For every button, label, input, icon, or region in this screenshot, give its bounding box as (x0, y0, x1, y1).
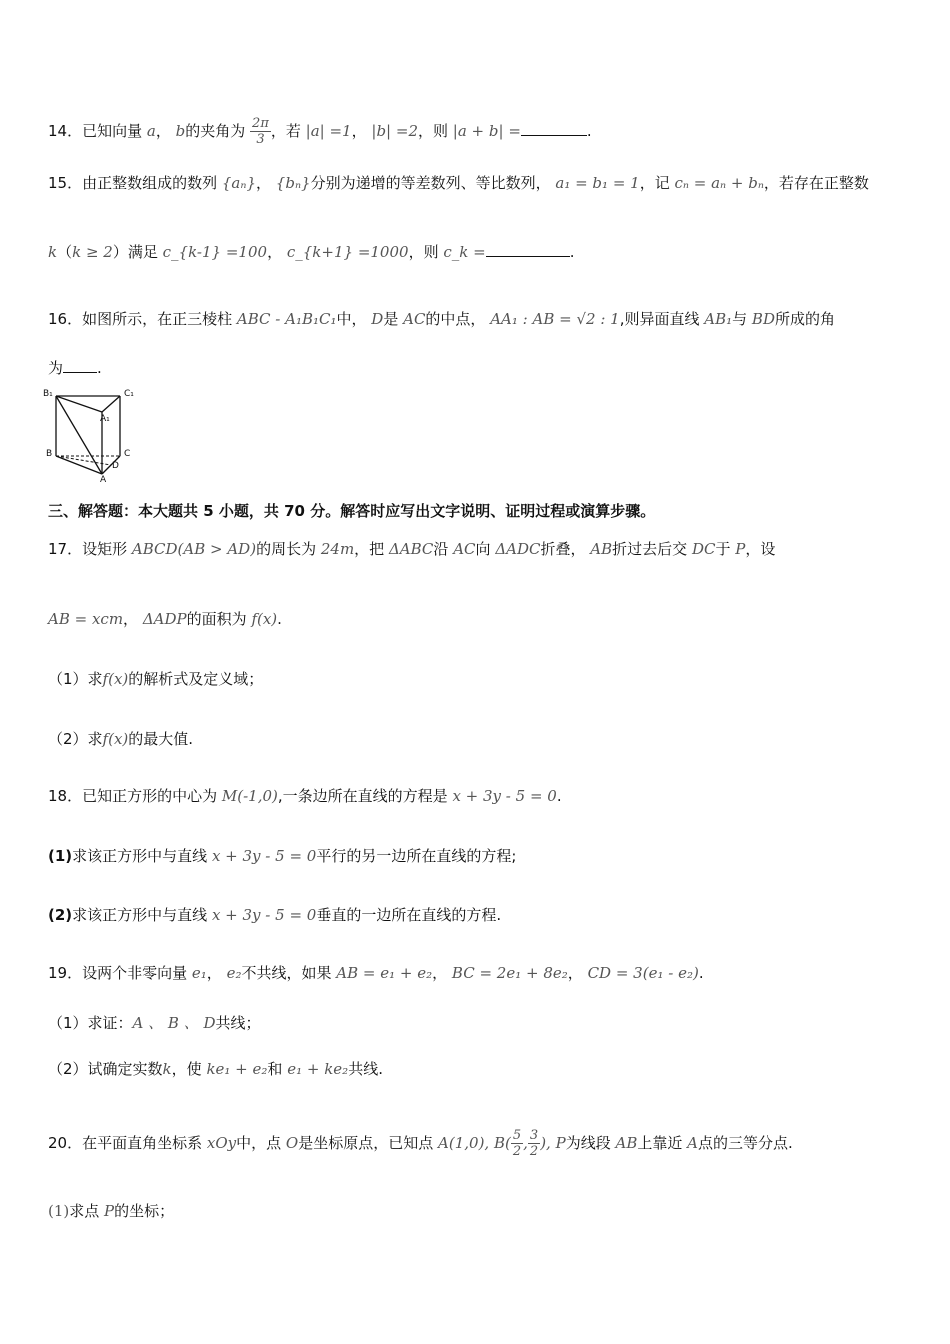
question-19-part1: （1）求证：A 、 B 、 D共线； (48, 1014, 261, 1032)
question-17-line2: AB = xcm， ΔADP的面积为 f(x). (48, 610, 282, 628)
question-20: 20．在平面直角坐标系 xOy中，点 O是坐标原点，已知点 A(1,0), B( $\frac{5}{2}$ , $\frac{3}{2}$ ), P为线段 AB上靠近 A点的三等分点. (48, 1128, 793, 1159)
math-fraction: $\frac{5}{2}$ (512, 1128, 522, 1159)
question-18: 18．已知正方形的中心为 M(-1,0),一条边所在直线的方程是 x + 3y - 5 = 0. (48, 787, 562, 805)
math-vector-a: a (146, 122, 156, 140)
math-condition-b: |b| =2 (371, 122, 418, 140)
answer-blank[interactable] (521, 119, 587, 136)
section-heading: 三、解答题：本大题共 5 小题，共 70 分。解答时应写出文字说明、证明过程或演算步骤。 (48, 502, 656, 520)
question-18-part1: (1)求该正方形中与直线 x + 3y - 5 = 0平行的另一边所在直线的方程; (48, 847, 517, 865)
math-seq-a: {aₙ} (221, 174, 256, 192)
question-14: 14．已知向量 a， b的夹角为 $\frac{2\pi}{3}$ ，若 |a| =1， |b| =2，则 |a + b| = . (48, 116, 592, 147)
question-15: 15．由正整数组成的数列 {aₙ}， {bₙ}分别为递增的等差数列、等比数列， a₁ = b₁ = 1，记 cₙ = aₙ + bₙ，若存在正整数 (48, 174, 869, 192)
math-condition-a: |a| =1 (305, 122, 352, 140)
question-19: 19．设两个非零向量 e₁， e₂不共线，如果 AB = e₁ + e₂， BC = 2e₁ + 8e₂， CD = 3(e₁ - e₂). (48, 964, 704, 982)
label-C1: C₁ (124, 389, 134, 399)
answer-blank[interactable] (486, 240, 570, 257)
question-17-part1: （1）求f(x)的解析式及定义域； (48, 670, 264, 688)
prism-diagram (40, 386, 140, 484)
math-fraction: $\frac{2\pi}{3}$ (252, 116, 269, 147)
label-D: D (112, 461, 119, 471)
question-17-part2: （2）求f(x)的最大值. (48, 730, 194, 748)
label-B1: B₁ (43, 389, 53, 399)
question-20-part1: (1)求点 P的坐标； (48, 1202, 175, 1220)
question-number: 19． (48, 964, 83, 982)
question-number: 14． (48, 122, 83, 140)
label-A1: A₁ (100, 414, 110, 424)
question-number: 17． (48, 540, 83, 558)
question-number: 15． (48, 174, 83, 192)
math-initial: a₁ = b₁ = 1 (555, 174, 640, 192)
question-number: 20． (48, 1134, 83, 1152)
question-number: 16． (48, 310, 83, 328)
question-15-line2: k（k ≥ 2）满足 c_{k-1} =100， c_{k+1} =1000，则 c_k = . (48, 240, 574, 263)
math-vector-b: b (175, 122, 186, 140)
math-seq-b: {bₙ} (275, 174, 311, 192)
answer-blank[interactable] (63, 356, 97, 373)
question-17: 17．设矩形 ABCD(AB > AD)的周长为 24m，把 ΔABC沿 AC向 ΔADC折叠， AB折过去后交 DC于 P，设 (48, 540, 776, 558)
question-16-line2: 为 . (48, 356, 102, 379)
label-B: B (46, 449, 53, 459)
question-16: 16．如图所示，在正三棱柱 ABC - A₁B₁C₁中， D是 AC的中点， AA₁ : AB = √2 : 1,则异面直线 AB₁与 BD所成的角 (48, 310, 835, 328)
question-number: 18． (48, 787, 83, 805)
label-A: A (100, 475, 107, 484)
question-18-part2: (2)求该正方形中与直线 x + 3y - 5 = 0垂直的一边所在直线的方程. (48, 906, 502, 924)
question-19-part2: （2）试确定实数k，使 ke₁ + e₂和 e₁ + ke₂共线. (48, 1060, 383, 1078)
math-cn-def: cₙ = aₙ + bₙ (674, 174, 764, 192)
label-C: C (124, 449, 131, 459)
math-ask: |a + b| = (452, 122, 521, 140)
math-fraction: $\frac{3}{2}$ (529, 1128, 539, 1159)
